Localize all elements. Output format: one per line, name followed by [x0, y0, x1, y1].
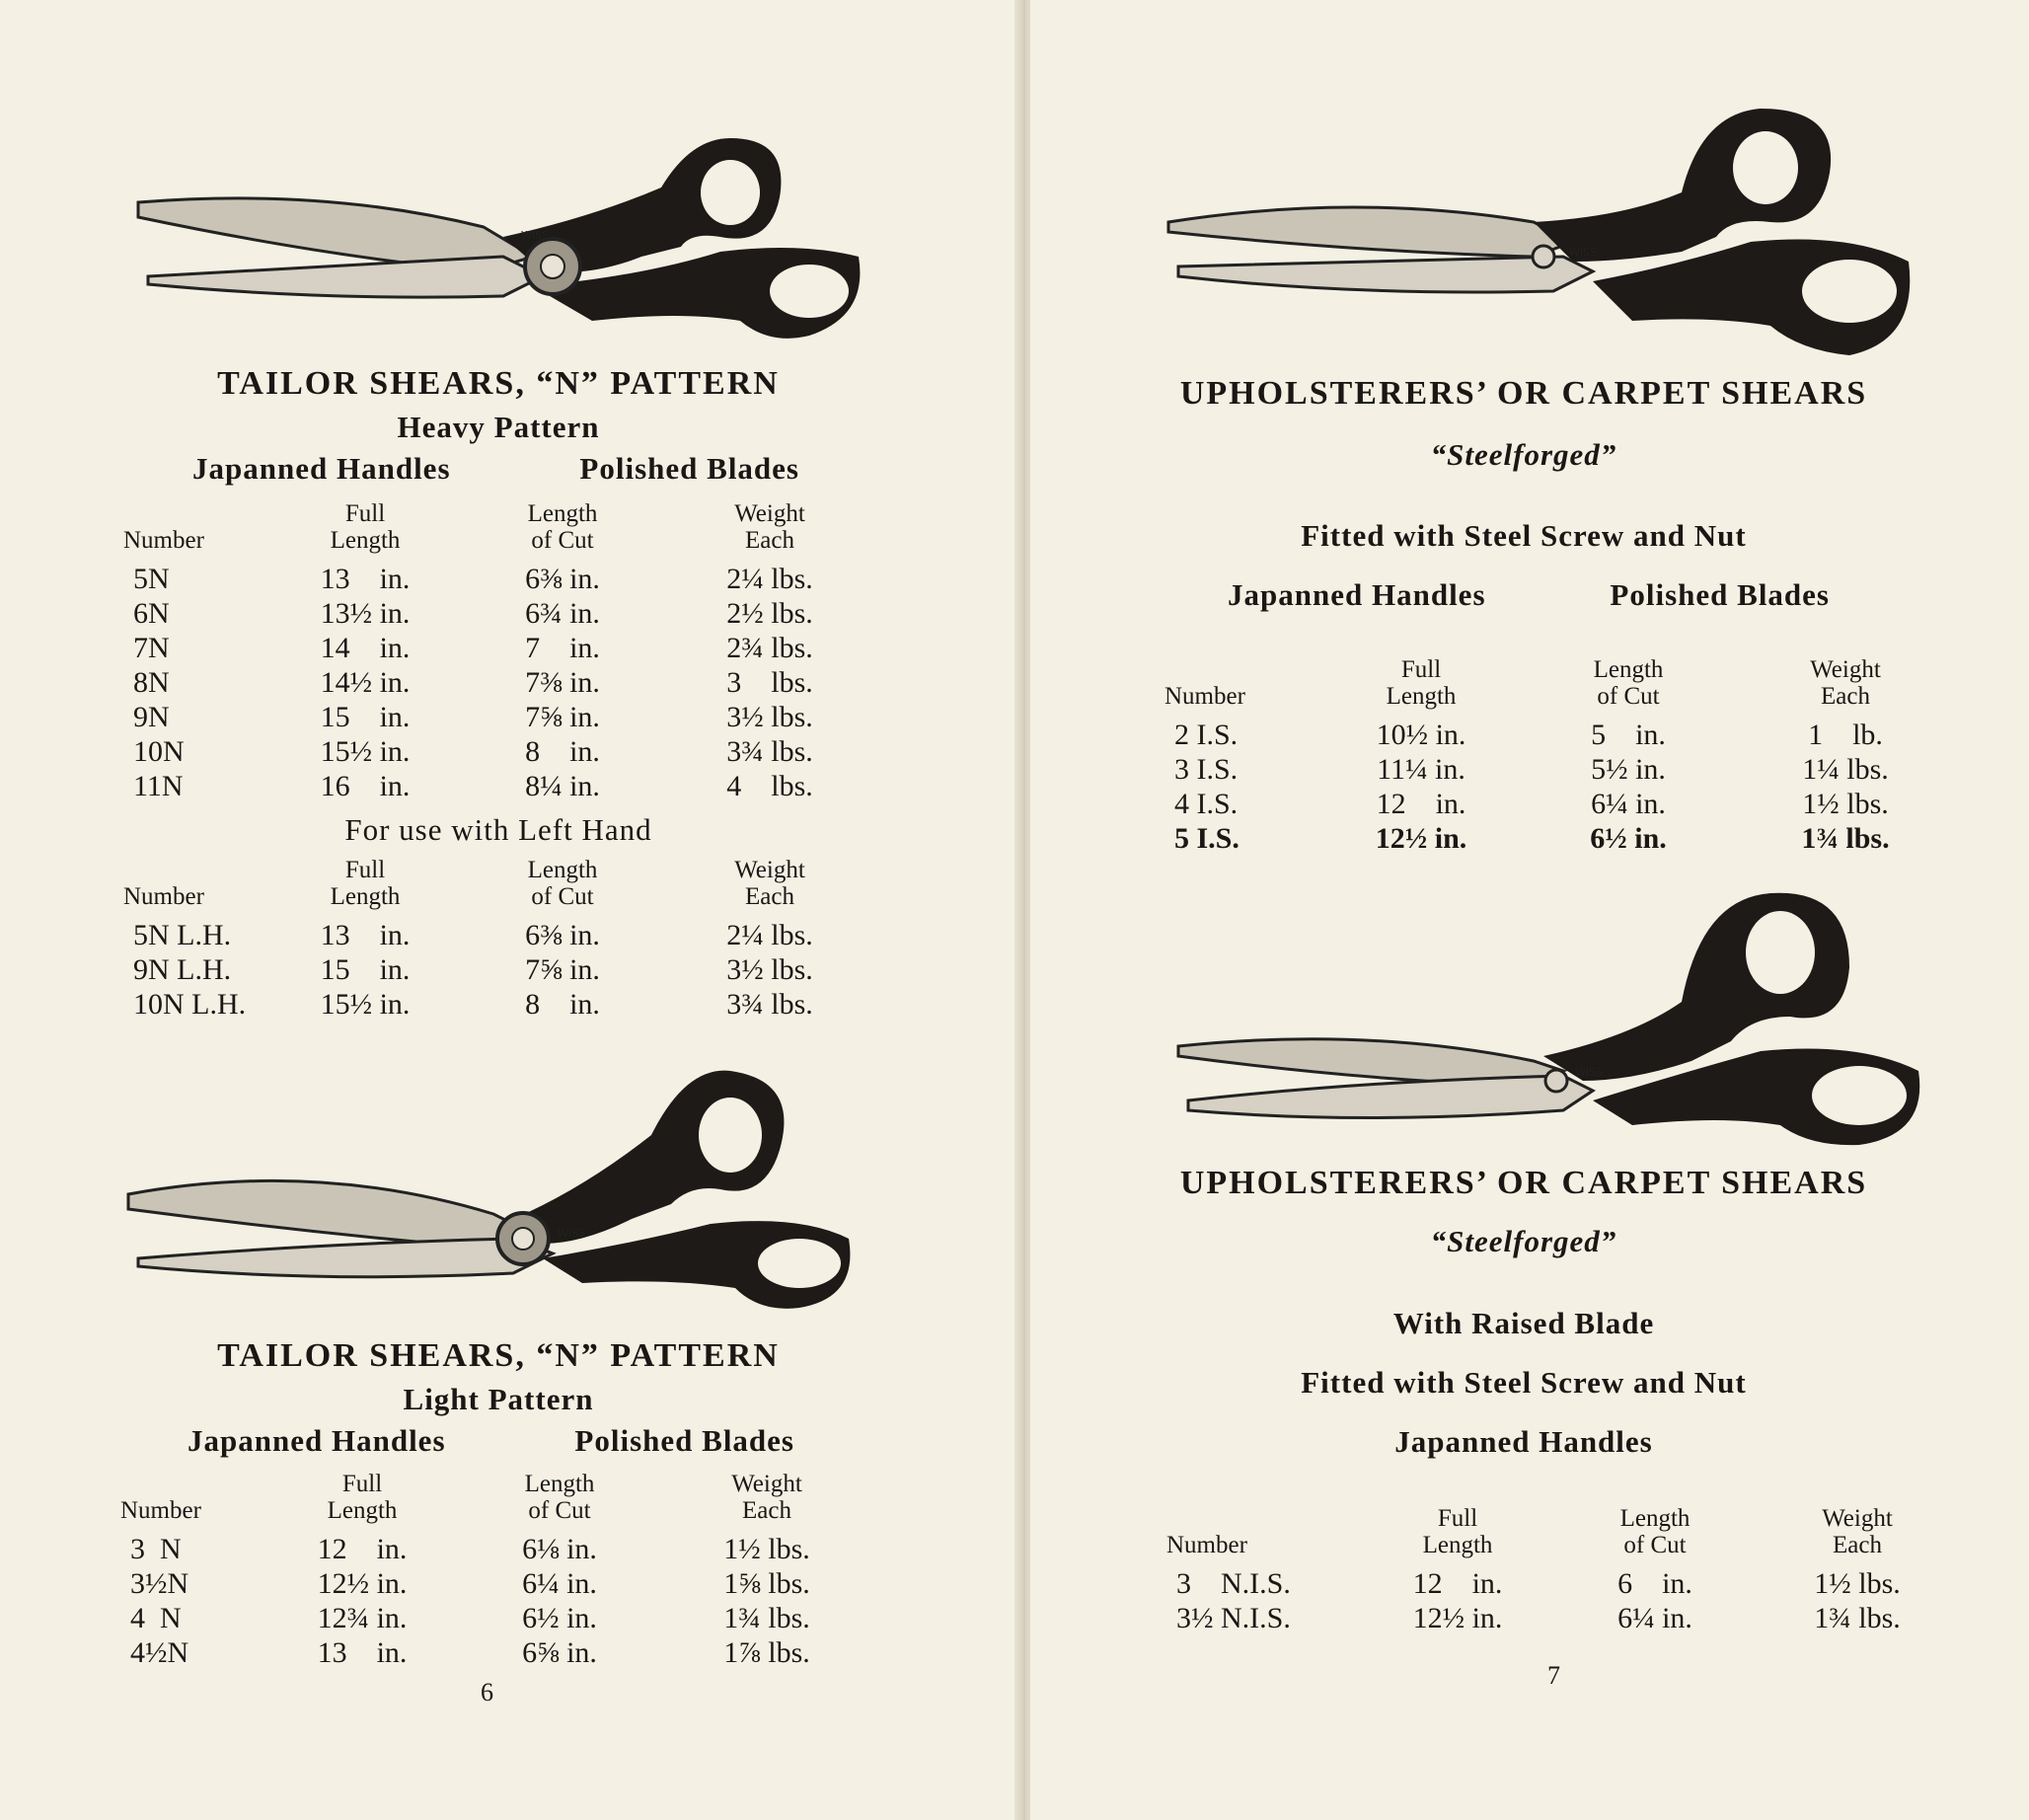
spec-table-left-hand: [123, 857, 873, 1022]
col-header: Length of Cut: [527, 500, 598, 554]
cell: 7 in.: [525, 632, 600, 664]
cell: 4½N: [130, 1636, 189, 1669]
spec-table-light: [120, 1471, 870, 1670]
cell: 4 N: [130, 1602, 182, 1634]
cell: 7N: [133, 632, 170, 664]
fitted-note: Fitted with Steel Screw and Nut: [1301, 518, 1747, 553]
table-row: [123, 952, 873, 987]
table-row: [123, 596, 873, 631]
handle-blade-line: [188, 1423, 794, 1459]
page-number: 7: [1547, 1661, 1560, 1690]
cell: 15½ in.: [320, 988, 411, 1021]
handle-blade-line: [192, 451, 799, 487]
page-number: 6: [481, 1678, 493, 1706]
col-header: Number: [1166, 1532, 1247, 1558]
svg-text:WISS: WISS: [1569, 246, 1598, 259]
handles-label: Japanned Handles: [188, 1423, 446, 1458]
table-row: [123, 734, 873, 769]
cell: 6½ in.: [522, 1602, 597, 1634]
table-row: [1165, 787, 1954, 821]
cell: 12½ in.: [317, 1567, 408, 1600]
table-row: [120, 1635, 870, 1670]
cell: 1½ lbs.: [723, 1533, 810, 1565]
table-row: [1165, 752, 1954, 787]
table-row: [1166, 1601, 1956, 1635]
section-title: TAILOR SHEARS, “N” PATTERN: [217, 365, 780, 402]
table-row: [120, 1566, 870, 1601]
section-subtitle: “Steelforged”: [1430, 437, 1617, 472]
col-header: Weight Each: [1822, 1505, 1893, 1558]
cell: 3 N.I.S.: [1176, 1567, 1291, 1600]
cell: 15½ in.: [320, 735, 411, 768]
spec-table-heavy: [123, 500, 873, 803]
table-row: [123, 769, 873, 803]
cell: 1⅞ lbs.: [723, 1636, 810, 1669]
table-row: [1165, 718, 1954, 752]
col-header: Number: [123, 527, 204, 554]
fitted-note: Fitted with Steel Screw and Nut: [1301, 1365, 1747, 1400]
cell: 2¼ lbs.: [726, 919, 813, 951]
cell: 11¼ in.: [1377, 753, 1465, 786]
carpet-shears-raised-blade-illustration: [1168, 888, 1958, 1155]
cell: 15 in.: [320, 701, 411, 733]
cell: 1 lb.: [1808, 719, 1883, 751]
cell: 3¾ lbs.: [726, 735, 813, 768]
table-row: [123, 700, 873, 734]
section-title: UPHOLSTERERS’ OR CARPET SHEARS: [1179, 375, 1868, 412]
section-subtitle: Light Pattern: [403, 1382, 594, 1416]
cell: 13 in.: [320, 563, 411, 595]
table-row: [1165, 821, 1954, 856]
raised-blade-note: With Raised Blade: [1392, 1306, 1655, 1340]
cell: 6⅜ in.: [525, 919, 600, 951]
table-row: [1166, 1566, 1956, 1601]
cell: 8N: [133, 666, 170, 699]
tailor-shears-light-illustration: [118, 1041, 868, 1327]
blades-label: Polished Blades: [1610, 577, 1830, 612]
col-header: Length of Cut: [524, 1471, 595, 1524]
cell: 1¼ lbs.: [1802, 753, 1889, 786]
table-header-row: [120, 1471, 870, 1532]
cell: 6¼ in.: [1591, 788, 1666, 820]
cell: 6¼ in.: [1617, 1602, 1692, 1634]
cell: 7⅝ in.: [525, 701, 600, 733]
cell: 5N L.H.: [133, 919, 232, 951]
cell: 12½ in.: [1375, 822, 1467, 855]
col-header: Weight Each: [734, 857, 805, 910]
table-row: [123, 918, 873, 952]
cell: 6½ in.: [1590, 822, 1667, 855]
handles-label: Japanned Handles: [192, 451, 451, 486]
cell: 6⅝ in.: [522, 1636, 597, 1669]
table-header-row: [1166, 1505, 1956, 1566]
cell: 9N: [133, 701, 170, 733]
col-header: Full Length: [330, 857, 401, 910]
cell: 12 in.: [1412, 1567, 1503, 1600]
cell: 12½ in.: [1412, 1602, 1503, 1634]
cell: 1¾ lbs.: [1814, 1602, 1901, 1634]
col-header: Length of Cut: [1593, 656, 1664, 710]
col-header: Number: [123, 883, 204, 910]
table-header-row: [1165, 656, 1954, 718]
col-header: Full Length: [1422, 1505, 1493, 1558]
cell: 1¾ lbs.: [1801, 822, 1890, 855]
col-header: Full Length: [330, 500, 401, 554]
cell: 10N: [133, 735, 185, 768]
table-row: [123, 665, 873, 700]
cell: 3¾ lbs.: [726, 988, 813, 1021]
svg-text:WISS: WISS: [1575, 1066, 1604, 1079]
table-header-row: [123, 857, 873, 918]
col-header: Number: [120, 1497, 201, 1524]
table-row: [123, 987, 873, 1022]
cell: 2¾ lbs.: [726, 632, 813, 664]
cell: 6⅜ in.: [525, 563, 600, 595]
cell: 6¼ in.: [522, 1567, 597, 1600]
left-hand-label: For use with Left Hand: [344, 812, 652, 847]
section-title: TAILOR SHEARS, “N” PATTERN: [217, 1337, 780, 1374]
cell: 9N L.H.: [133, 953, 232, 986]
cell: 10½ in.: [1376, 719, 1466, 751]
cell: 3 lbs.: [726, 666, 813, 699]
cell: 3½N: [130, 1567, 189, 1600]
cell: 2½ lbs.: [726, 597, 813, 630]
spec-table-raised-blade: [1166, 1505, 1956, 1635]
cell: 1⅝ lbs.: [723, 1567, 810, 1600]
blades-label: Polished Blades: [574, 1423, 794, 1458]
col-header: Weight Each: [731, 1471, 802, 1524]
cell: 16 in.: [320, 770, 411, 802]
table-row: [123, 631, 873, 665]
cell: 1¾ lbs.: [723, 1602, 810, 1634]
col-header: Weight Each: [734, 500, 805, 554]
section-subtitle: Heavy Pattern: [397, 410, 600, 444]
cell: 10N L.H.: [133, 988, 247, 1021]
cell: 5½ in.: [1591, 753, 1666, 786]
cell: 1½ lbs.: [1814, 1567, 1901, 1600]
col-header: Full Length: [1386, 656, 1457, 710]
cell: 13 in.: [320, 919, 411, 951]
table-header-row: [123, 500, 873, 562]
table-row: [120, 1601, 870, 1635]
cell: 6¾ in.: [525, 597, 600, 630]
cell: 4 lbs.: [726, 770, 813, 802]
cell: 3 N: [130, 1533, 182, 1565]
col-header: Length of Cut: [1619, 1505, 1691, 1558]
cell: 2¼ lbs.: [726, 563, 813, 595]
cell: 13 in.: [317, 1636, 408, 1669]
spec-table-carpet: [1165, 656, 1954, 856]
handle-blade-line: [1228, 577, 1830, 613]
cell: 12 in.: [1376, 788, 1466, 820]
cell: 7⅝ in.: [525, 953, 600, 986]
svg-text:WISS: WISS: [521, 229, 550, 242]
section-title: UPHOLSTERERS’ OR CARPET SHEARS: [1179, 1165, 1868, 1201]
cell: 15 in.: [320, 953, 411, 986]
table-row: [123, 562, 873, 596]
carpet-shears-illustration: [1159, 94, 1948, 360]
cell: 2 I.S.: [1174, 719, 1239, 751]
cell: 11N: [133, 770, 184, 802]
handles-label: Japanned Handles: [1228, 577, 1486, 612]
cell: 3½ lbs.: [726, 953, 813, 986]
cell: 12¾ in.: [317, 1602, 408, 1634]
cell: 6 in.: [1617, 1567, 1692, 1600]
cell: 7⅜ in.: [525, 666, 600, 699]
cell: 5N: [133, 563, 170, 595]
blades-label: Polished Blades: [579, 451, 799, 486]
section-subtitle: “Steelforged”: [1430, 1224, 1617, 1258]
table-row: [120, 1532, 870, 1566]
cell: 6⅛ in.: [522, 1533, 597, 1565]
right-page: [1030, 0, 2029, 1820]
cell: 8¼ in.: [525, 770, 600, 802]
col-header: Full Length: [327, 1471, 398, 1524]
cell: 3 I.S.: [1174, 753, 1239, 786]
svg-text:WISS: WISS: [558, 1227, 586, 1240]
cell: 8 in.: [525, 988, 600, 1021]
tailor-shears-heavy-illustration: [128, 109, 878, 375]
handles-label: Japanned Handles: [1394, 1424, 1653, 1459]
col-header: Number: [1165, 683, 1245, 710]
cell: 1½ lbs.: [1802, 788, 1889, 820]
cell: 6N: [133, 597, 170, 630]
cell: 4 I.S.: [1174, 788, 1239, 820]
cell: 13½ in.: [320, 597, 411, 630]
cell: 12 in.: [317, 1533, 408, 1565]
cell: 14½ in.: [320, 666, 411, 699]
col-header: Length of Cut: [527, 857, 598, 910]
cell: 14 in.: [320, 632, 411, 664]
cell: 3½ lbs.: [726, 701, 813, 733]
cell: 5 in.: [1591, 719, 1666, 751]
cell: 3½ N.I.S.: [1176, 1602, 1291, 1634]
col-header: Weight Each: [1810, 656, 1881, 710]
cell: 8 in.: [525, 735, 600, 768]
cell: 5 I.S.: [1174, 822, 1240, 855]
